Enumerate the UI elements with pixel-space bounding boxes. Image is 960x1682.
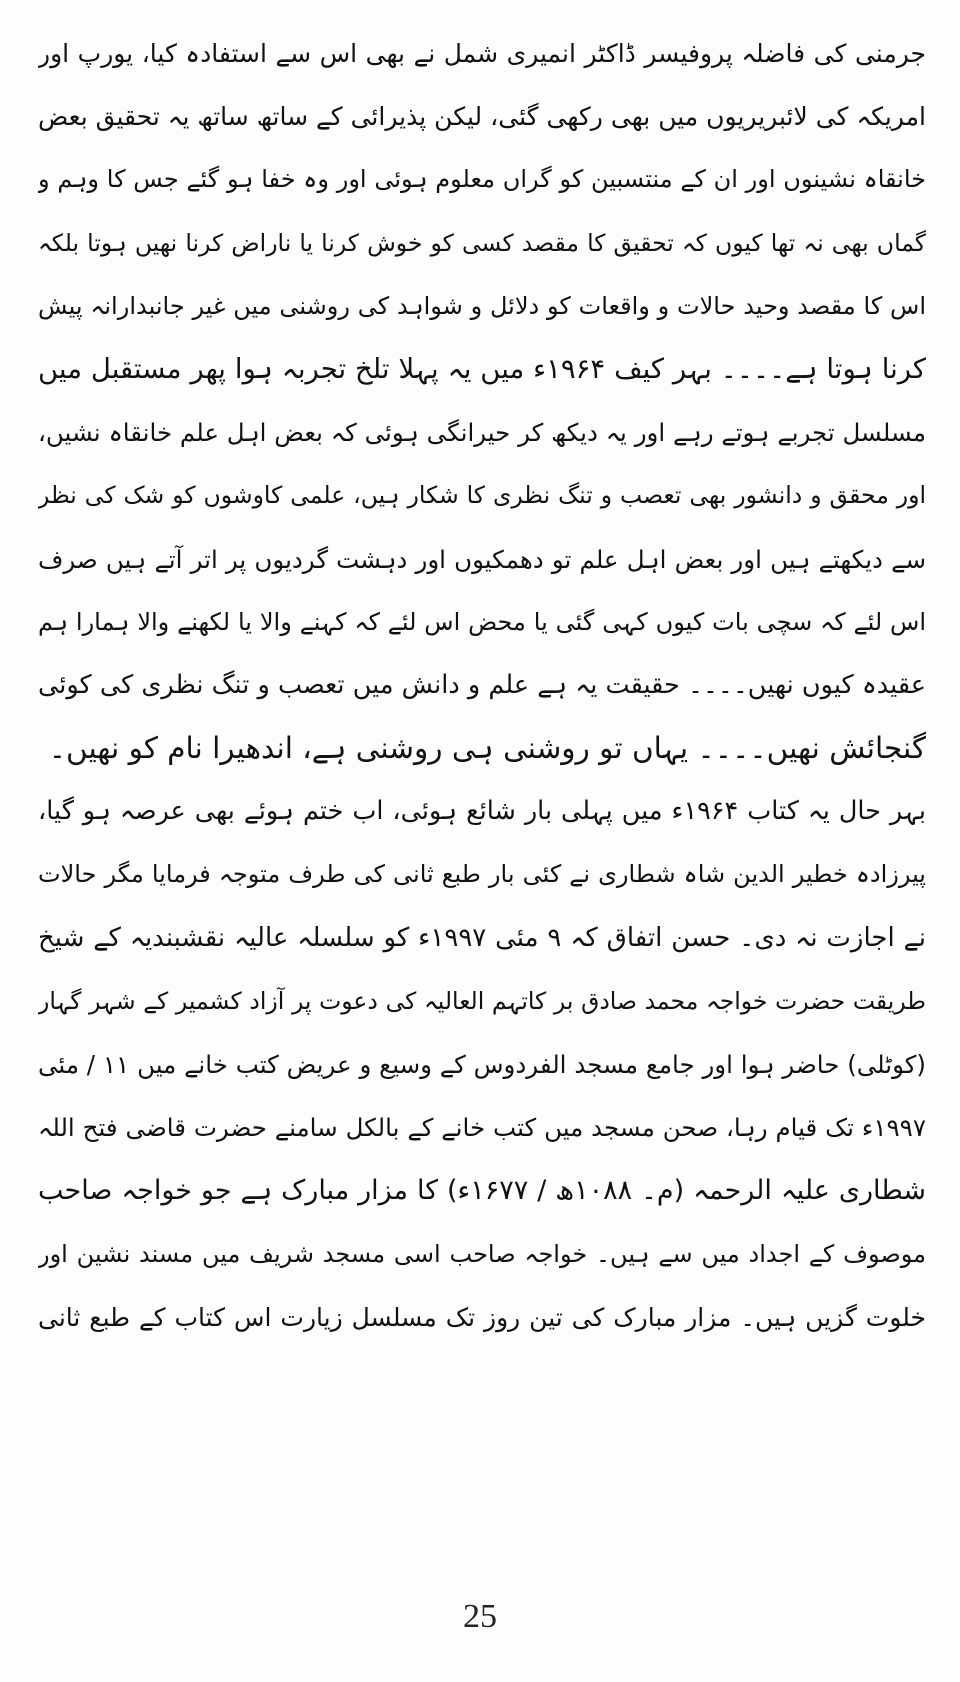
text-line: گنجائش نھیں۔۔۔۔ یہاں تو روشنی ہی روشنی ہے، اندھیرا نام کو نھیں۔ xyxy=(48,731,926,766)
text-line: سے دیکھتے ہیں اور بعض اہل علم تو دھمکیوں اور دہشت گردیوں پر اتر آتے ہیں صرف xyxy=(38,544,926,574)
text-line: نے اجازت نہ دی۔ حسن اتفاق کہ ۹ مئی ۱۹۹۷ء کو سلسلہ عالیہ نقشبندیہ کے شیخ xyxy=(38,922,926,953)
text-line: عقیدہ کیوں نھیں۔۔۔۔ حقیقت یہ ہے علم و دانش میں تعصب و تنگ نظری کی کوئی xyxy=(38,669,926,700)
body-text xyxy=(38,22,926,1349)
text-line: طریقت حضرت خواجہ محمد صادق بر کاتہم العالیہ کی دعوت پر آزاد کشمیر کے شہر گہار xyxy=(38,986,926,1015)
text-line: بہر حال یہ کتاب ۱۹۶۴ء میں پہلی بار شائع ہوئی، اب ختم ہوئے بھی عرصہ ہو گیا، xyxy=(38,796,926,827)
text-line: مسلسل تجربے ہوتے رہے اور یہ دیکھ کر حیرانگی ہوئی کہ بعض اہل علم خانقاہ نشیں، xyxy=(38,418,926,448)
page-number: 25 xyxy=(463,1598,497,1635)
text-line: اس کا مقصد وحید حالات و واقعات کو دلائل و شواہد کی روشنی میں غیر جانبدارانہ پیش xyxy=(38,291,926,320)
text-line: اس لئے کہ سچی بات کیوں کہی گئی یا محض اس لئے کہ کہنے والا یا لکھنے والا ہمارا ہم xyxy=(38,607,926,636)
text-line: خلوت گزیں ہیں۔ مزار مبارک کی تین روز تک مسلسل زیارت اس کتاب کے طبع ثانی xyxy=(38,1302,926,1332)
text-line: موصوف کے اجداد میں سے ہیں۔ خواجہ صاحب اسی مسجد شریف میں مسند نشین اور xyxy=(38,1239,926,1268)
text-line: اور محقق و دانشور بھی تعصب و تنگ نظری کا شکار ہیں، علمی کاوشوں کو شک کی نظر xyxy=(38,481,926,510)
text-line: گماں بھی نہ تھا کیوں کہ تحقیق کا مقصد کسی کو خوش کرنا یا ناراض کرنا نھیں ہوتا بلکہ xyxy=(38,228,926,257)
text-line: ۱۹۹۷ء تک قیام رہا، صحن مسجد میں کتب خانے کے بالکل سامنے حضرت قاضی فتح اللہ xyxy=(38,1113,926,1143)
text-line: پیرزادہ خطیر الدین شاہ شطاری نے کئی بار طبع ثانی کی طرف متوجہ فرمایا مگر حالات xyxy=(38,860,926,889)
text-line: کرنا ہوتا ہے۔۔۔۔ بہر کیف ۱۹۶۴ء میں یہ پہلا تلخ تجربہ ہوا پھر مستقبل میں xyxy=(38,352,926,385)
text-line: (کوٹلی) حاضر ہوا اور جامع مسجد الفردوس کے وسیع و عریض کتب خانے میں ۱۱ / مئی xyxy=(38,1050,926,1079)
text-line: امریکہ کی لائبریریوں میں بھی رکھی گئی، لیکن پذیرائی کے ساتھ ساتھ یہ تحقیق بعض xyxy=(38,102,926,132)
text-line: خانقاہ نشینوں اور ان کے منتسبین کو گراں معلوم ہوئی اور وہ خفا ہو گئے جس کا وہم و xyxy=(38,165,926,194)
text-line: جرمنی کی فاضلہ پروفیسر ڈاکٹر انمیری شمل نے بھی اس سے استفادہ کیا، یورپ اور xyxy=(38,39,926,68)
text-line: شطاری علیہ الرحمہ (م۔ ۱۰۸۸ھ / ۱۶۷۷ء) کا مزار مبارک ہے جو خواجہ صاحب xyxy=(38,1175,926,1207)
